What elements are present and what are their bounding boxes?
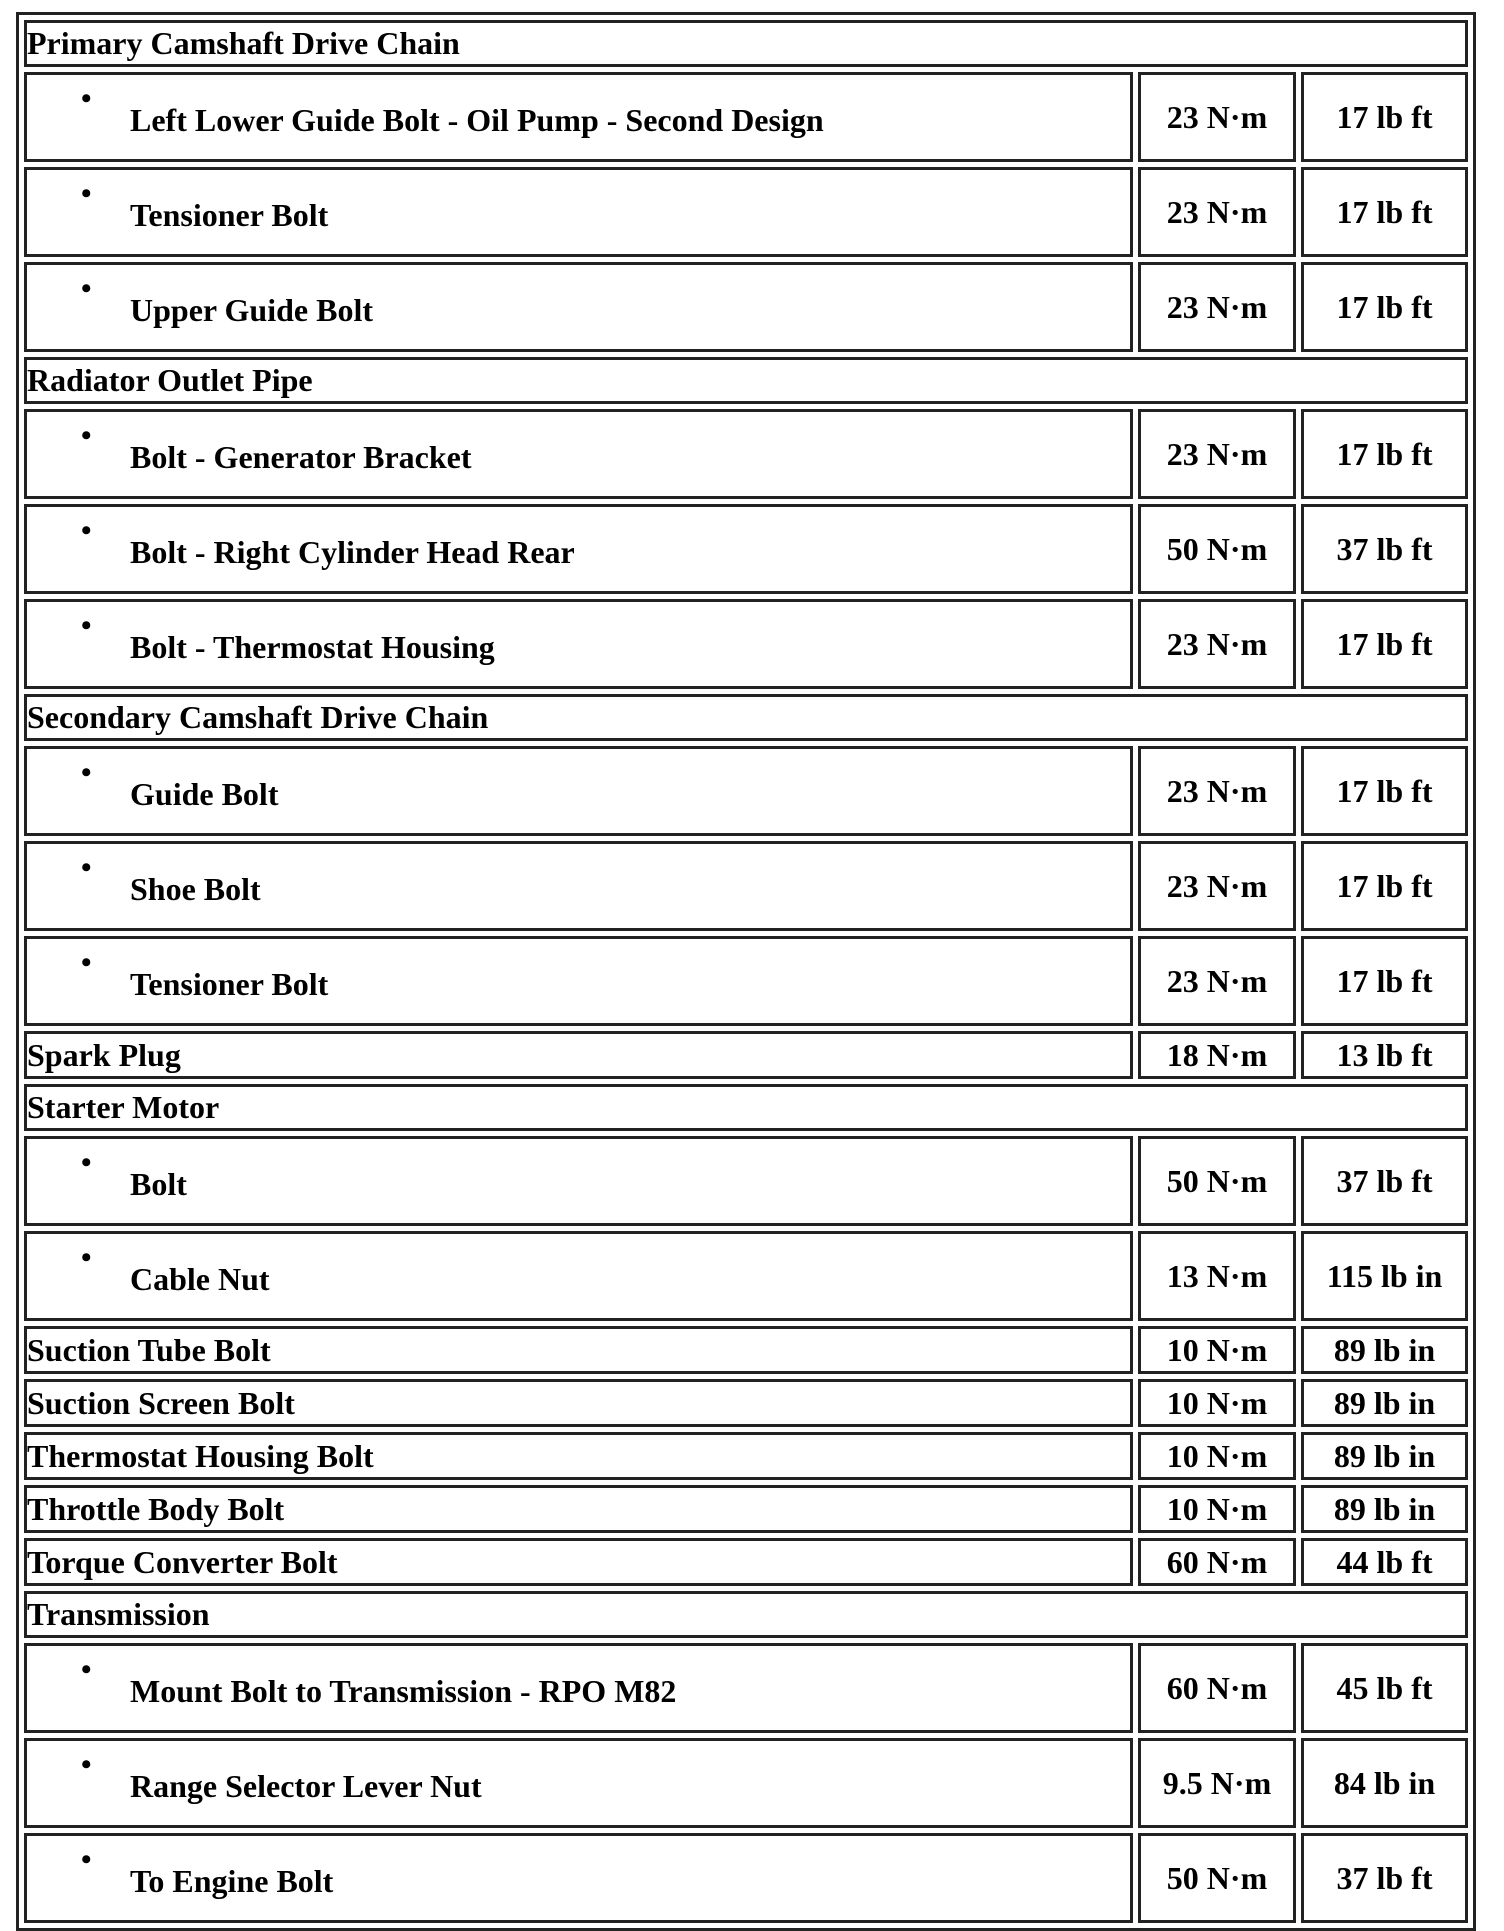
table-row (24, 1833, 1468, 1923)
bullet-icon: • (81, 272, 92, 305)
item-label: Cable Nut (130, 1261, 270, 1297)
item-label: Shoe Bolt (130, 871, 261, 907)
metric-value: 23 N·m (1138, 167, 1296, 257)
english-value: 89 lb in (1301, 1485, 1468, 1533)
english-value: 17 lb ft (1301, 72, 1468, 162)
english-value: 17 lb ft (1301, 746, 1468, 836)
english-value: 37 lb ft (1301, 1833, 1468, 1923)
english-value: 17 lb ft (1301, 167, 1468, 257)
item-cell (24, 409, 1133, 499)
item-cell (24, 167, 1133, 257)
english-value: 17 lb ft (1301, 409, 1468, 499)
bullet-icon: • (81, 177, 92, 210)
item-label: Bolt (130, 1166, 187, 1202)
bullet-icon: • (81, 514, 92, 547)
item-cell (24, 1738, 1133, 1828)
item-cell (24, 1136, 1133, 1226)
table-row (24, 1538, 1468, 1586)
table-row (24, 1231, 1468, 1321)
metric-value: 23 N·m (1138, 599, 1296, 689)
table-row (24, 1738, 1468, 1828)
table-row (24, 1031, 1468, 1079)
bullet-icon: • (81, 609, 92, 642)
metric-value: 23 N·m (1138, 746, 1296, 836)
bullet-icon: • (81, 946, 92, 979)
table-row (24, 936, 1468, 1026)
item-cell (24, 72, 1133, 162)
english-value: 89 lb in (1301, 1379, 1468, 1427)
metric-value: 23 N·m (1138, 841, 1296, 931)
item-cell (24, 1643, 1133, 1733)
english-value: 37 lb ft (1301, 1136, 1468, 1226)
bullet-icon: • (81, 851, 92, 884)
metric-value: 18 N·m (1138, 1031, 1296, 1079)
table-row (24, 1379, 1468, 1427)
metric-value: 23 N·m (1138, 72, 1296, 162)
metric-value: 10 N·m (1138, 1432, 1296, 1480)
english-value: 17 lb ft (1301, 262, 1468, 352)
item-label: Tensioner Bolt (130, 197, 329, 233)
item-label: Bolt - Right Cylinder Head Rear (130, 534, 575, 570)
table-row (24, 504, 1468, 594)
section-header-row (24, 1084, 1468, 1131)
table-row (24, 1326, 1468, 1374)
item-label: Thermostat Housing Bolt (24, 1432, 1133, 1480)
item-cell (24, 841, 1133, 931)
metric-value: 23 N·m (1138, 936, 1296, 1026)
item-cell (24, 599, 1133, 689)
metric-value: 60 N·m (1138, 1538, 1296, 1586)
section-header-row (24, 20, 1468, 67)
english-value: 89 lb in (1301, 1432, 1468, 1480)
section-header-label: Radiator Outlet Pipe (24, 357, 1468, 404)
table-row (24, 262, 1468, 352)
bullet-icon: • (81, 1653, 92, 1686)
torque-table-body (24, 20, 1468, 1923)
item-label: Suction Screen Bolt (24, 1379, 1133, 1427)
item-cell (24, 262, 1133, 352)
metric-value: 23 N·m (1138, 409, 1296, 499)
item-label: Bolt - Generator Bracket (130, 439, 472, 475)
bullet-icon: • (81, 1843, 92, 1876)
section-header-row (24, 694, 1468, 741)
item-label: Guide Bolt (130, 776, 279, 812)
table-row (24, 1432, 1468, 1480)
metric-value: 23 N·m (1138, 262, 1296, 352)
item-label: Tensioner Bolt (130, 966, 329, 1002)
item-label: Range Selector Lever Nut (130, 1768, 482, 1804)
english-value: 84 lb in (1301, 1738, 1468, 1828)
item-label: Upper Guide Bolt (130, 292, 373, 328)
table-row (24, 1485, 1468, 1533)
metric-value: 50 N·m (1138, 504, 1296, 594)
item-label: To Engine Bolt (130, 1863, 334, 1899)
bullet-icon: • (81, 82, 92, 115)
item-label: Mount Bolt to Transmission - RPO M82 (130, 1673, 677, 1709)
item-cell (24, 936, 1133, 1026)
item-label: Bolt - Thermostat Housing (130, 629, 495, 665)
item-label: Left Lower Guide Bolt - Oil Pump - Second Design (130, 102, 824, 138)
metric-value: 50 N·m (1138, 1136, 1296, 1226)
item-cell (24, 1231, 1133, 1321)
bullet-icon: • (81, 1748, 92, 1781)
metric-value: 60 N·m (1138, 1643, 1296, 1733)
metric-value: 10 N·m (1138, 1326, 1296, 1374)
table-row (24, 1643, 1468, 1733)
table-row (24, 409, 1468, 499)
item-label: Torque Converter Bolt (24, 1538, 1133, 1586)
english-value: 37 lb ft (1301, 504, 1468, 594)
table-row (24, 746, 1468, 836)
section-header-label: Primary Camshaft Drive Chain (24, 20, 1468, 67)
english-value: 13 lb ft (1301, 1031, 1468, 1079)
item-label: Suction Tube Bolt (24, 1326, 1133, 1374)
item-label: Spark Plug (24, 1031, 1133, 1079)
table-row (24, 841, 1468, 931)
table-row (24, 167, 1468, 257)
section-header-label: Secondary Camshaft Drive Chain (24, 694, 1468, 741)
item-cell (24, 746, 1133, 836)
english-value: 17 lb ft (1301, 936, 1468, 1026)
metric-value: 10 N·m (1138, 1379, 1296, 1427)
english-value: 115 lb in (1301, 1231, 1468, 1321)
english-value: 17 lb ft (1301, 841, 1468, 931)
metric-value: 13 N·m (1138, 1231, 1296, 1321)
english-value: 17 lb ft (1301, 599, 1468, 689)
section-header-label: Starter Motor (24, 1084, 1468, 1131)
table-row (24, 599, 1468, 689)
section-header-label: Transmission (24, 1591, 1468, 1638)
bullet-icon: • (81, 1146, 92, 1179)
bullet-icon: • (81, 419, 92, 452)
torque-specifications-table (16, 12, 1476, 1931)
metric-value: 9.5 N·m (1138, 1738, 1296, 1828)
section-header-row (24, 357, 1468, 404)
item-label: Throttle Body Bolt (24, 1485, 1133, 1533)
item-cell (24, 504, 1133, 594)
english-value: 45 lb ft (1301, 1643, 1468, 1733)
table-row (24, 1136, 1468, 1226)
table-row (24, 72, 1468, 162)
section-header-row (24, 1591, 1468, 1638)
item-cell (24, 1833, 1133, 1923)
english-value: 89 lb in (1301, 1326, 1468, 1374)
bullet-icon: • (81, 756, 92, 789)
bullet-icon: • (81, 1241, 92, 1274)
english-value: 44 lb ft (1301, 1538, 1468, 1586)
metric-value: 50 N·m (1138, 1833, 1296, 1923)
metric-value: 10 N·m (1138, 1485, 1296, 1533)
